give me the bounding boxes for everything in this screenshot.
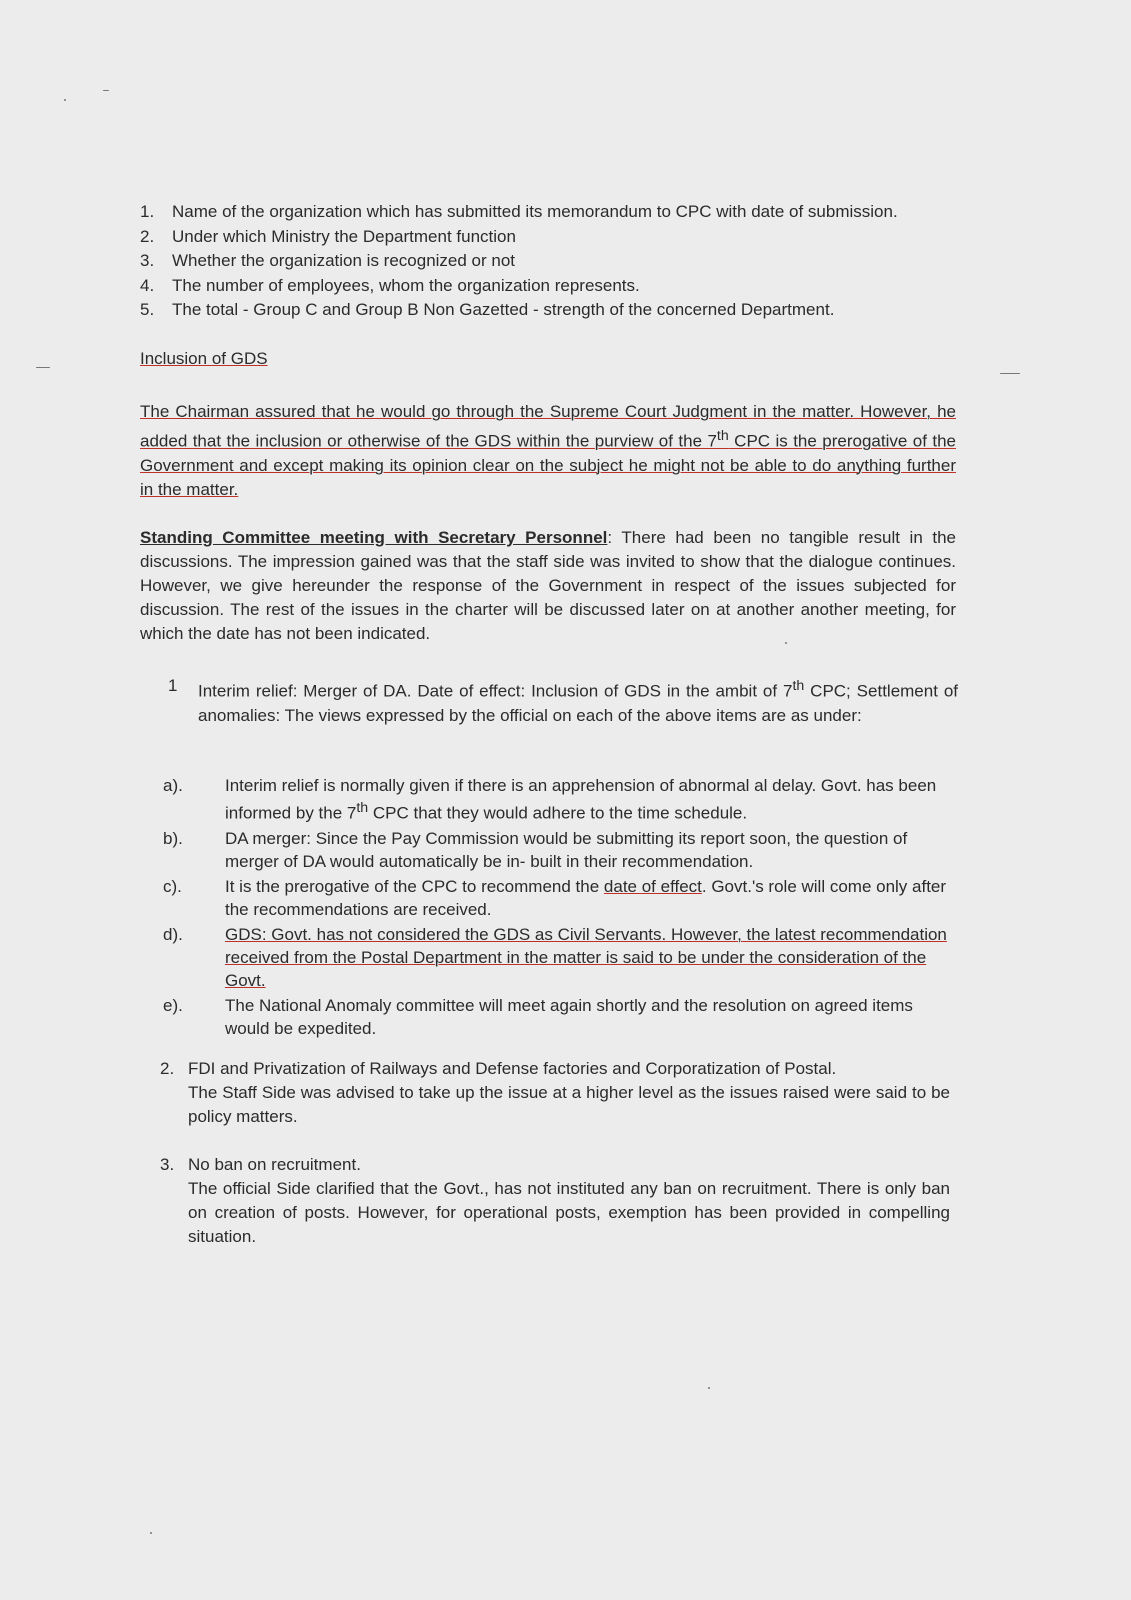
sub-item-e: e). The National Anomaly committee will meet again shortly and the resolution on agreed items would be expedited. <box>163 995 913 1038</box>
scan-speck <box>150 1532 152 1534</box>
issue-item-2: 2. FDI and Privatization of Railways and Defense factories and Corporatization of Postal. The Staff Side was advised to take up the issue at a higher level as the issues raised were said to be policy matters. <box>160 1059 950 1126</box>
scan-speck <box>1000 373 1020 374</box>
sub-item-list <box>163 774 953 1042</box>
standing-committee-paragraph: Standing Committee meeting with Secretary Personnel: There had been no tangible result in the discussions. The impression gained was that the staff side was invited to show that the dialogue continues. However, we give hereunder the response of the Government in respect of the issues subjected for discussion. The rest of the issues in the charter will be discussed later on at another another meeting, for which the date has not been indicated. <box>140 528 957 643</box>
scan-speck <box>708 1387 710 1389</box>
list-item: 5. The total - Group C and Group B Non Gazetted - strength of the concerned Department. <box>140 300 835 319</box>
sub-item-b: b). DA merger: Since the Pay Commission would be submitting its report soon, the question of merger of DA would automatically be in- built in their recommendation. <box>163 828 908 871</box>
sub-item-a: a). Interim relief is normally given if there is an apprehension of abnormal al delay. Govt. has been informed by the 7th CPC that they would adhere to the time schedule. <box>163 776 937 823</box>
section-heading-gds: Inclusion of GDS <box>140 349 268 368</box>
list-item: 2. Under which Ministry the Department function <box>140 226 516 246</box>
scan-speck <box>36 367 50 368</box>
sub-item-d: d). GDS: Govt. has not considered the GDS as Civil Servants. However, the latest recommendation received from the Postal Department in the matter is said to be under the consideration of the Govt. <box>163 924 947 990</box>
scan-speck <box>785 642 787 644</box>
numbered-list <box>140 200 960 323</box>
standing-committee-heading: Standing Committee meeting with Secretary Personnel <box>140 528 608 547</box>
scan-speck <box>103 90 109 91</box>
sub-item-c: c). It is the prerogative of the CPC to recommend the date of effect. Govt.'s role will come only after the recommendations are received. <box>163 876 947 919</box>
list-item: 4. The number of employees, whom the organization represents. <box>140 275 640 295</box>
list-item: 1. Name of the organization which has submitted its memorandum to CPC with date of submission. <box>140 202 898 221</box>
issue-item-3: 3. No ban on recruitment. The official Side clarified that the Govt., has not instituted any ban on recruitment. There is only ban on creation of posts. However, for operational posts, exemption has been provided in compelling situation. <box>160 1155 950 1246</box>
issue-item-1: 1 Interim relief: Merger of DA. Date of effect: Inclusion of GDS in the ambit of 7th CPC; Settlement of anomalies: The views expressed by the official on each of the above items are as under: <box>168 676 959 725</box>
chairman-paragraph: The Chairman assured that he would go through the Supreme Court Judgment in the matter. However, he added that the inclusion or otherwise of the GDS within the purview of the 7th CPC is the prerogative of the Government and except making its opinion clear on the subject he might not be able to do anything further in the matter. <box>140 402 956 499</box>
scan-speck <box>64 99 66 101</box>
list-item: 3. Whether the organization is recognized or not <box>140 251 516 270</box>
